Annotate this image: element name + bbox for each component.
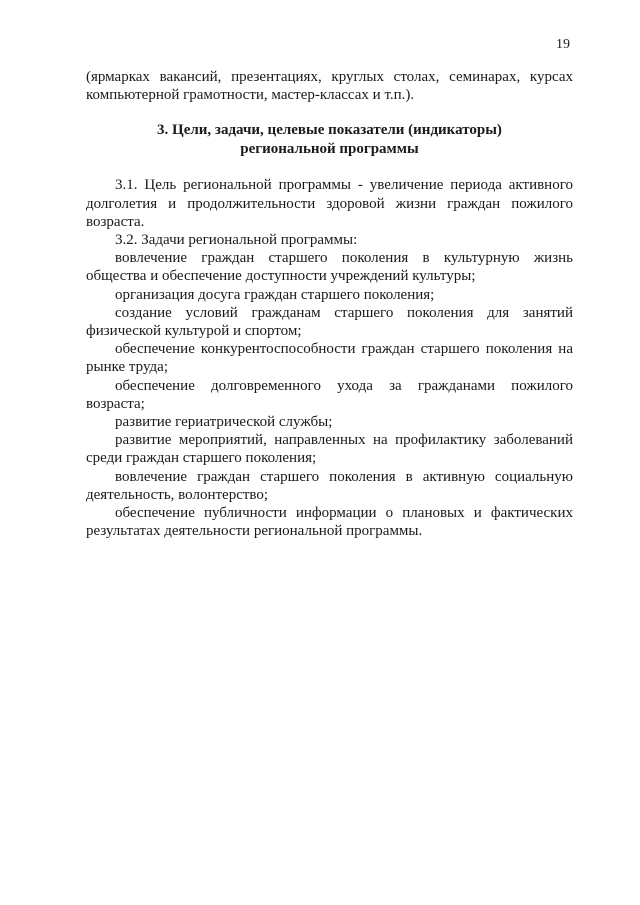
tasks-title: 3.2. Задачи региональной программы: xyxy=(115,232,358,249)
section-heading-line-1: 3. Цели, задачи, целевые показатели (индикаторы) xyxy=(157,122,502,139)
task-item: обеспечение конкурентоспособности граждан старшего поколения на рынке труда; xyxy=(86,341,573,376)
section-heading-line-2: региональной программы xyxy=(240,141,419,158)
page-number: 19 xyxy=(556,37,570,52)
task-item: развитие гериатрической службы; xyxy=(115,414,333,431)
task-item: развитие мероприятий, направленных на профилактику заболеваний среди граждан старшего поколения; xyxy=(86,432,573,467)
task-item: создание условий гражданам старшего поколения для занятий физической культурой и спортом; xyxy=(86,304,573,340)
page-content xyxy=(86,68,573,540)
task-item: организация досуга граждан старшего поколения; xyxy=(115,286,435,303)
section-heading xyxy=(86,121,573,159)
goal-paragraph: 3.1. Цель региональной программы - увеличение периода активного долголетия и продолжительности здоровой жизни граждан пожилого возраста. xyxy=(86,177,573,230)
task-item: обеспечение долговременного ухода за гражданами пожилого возраста; xyxy=(86,377,573,412)
task-item: вовлечение граждан старшего поколения в активную социальную деятельность, волонтерство; xyxy=(86,468,573,503)
task-item: обеспечение публичности информации о плановых и фактических результатах деятельности региональной программы. xyxy=(86,505,573,540)
intro-paragraph: (ярмарках вакансий, презентациях, круглых столах, семинарах, курсах компьютерной грамотности, мастер-классах и т.п.). xyxy=(86,69,573,104)
task-item: вовлечение граждан старшего поколения в культурную жизнь общества и обеспечение доступности учреждений культуры; xyxy=(86,250,573,285)
